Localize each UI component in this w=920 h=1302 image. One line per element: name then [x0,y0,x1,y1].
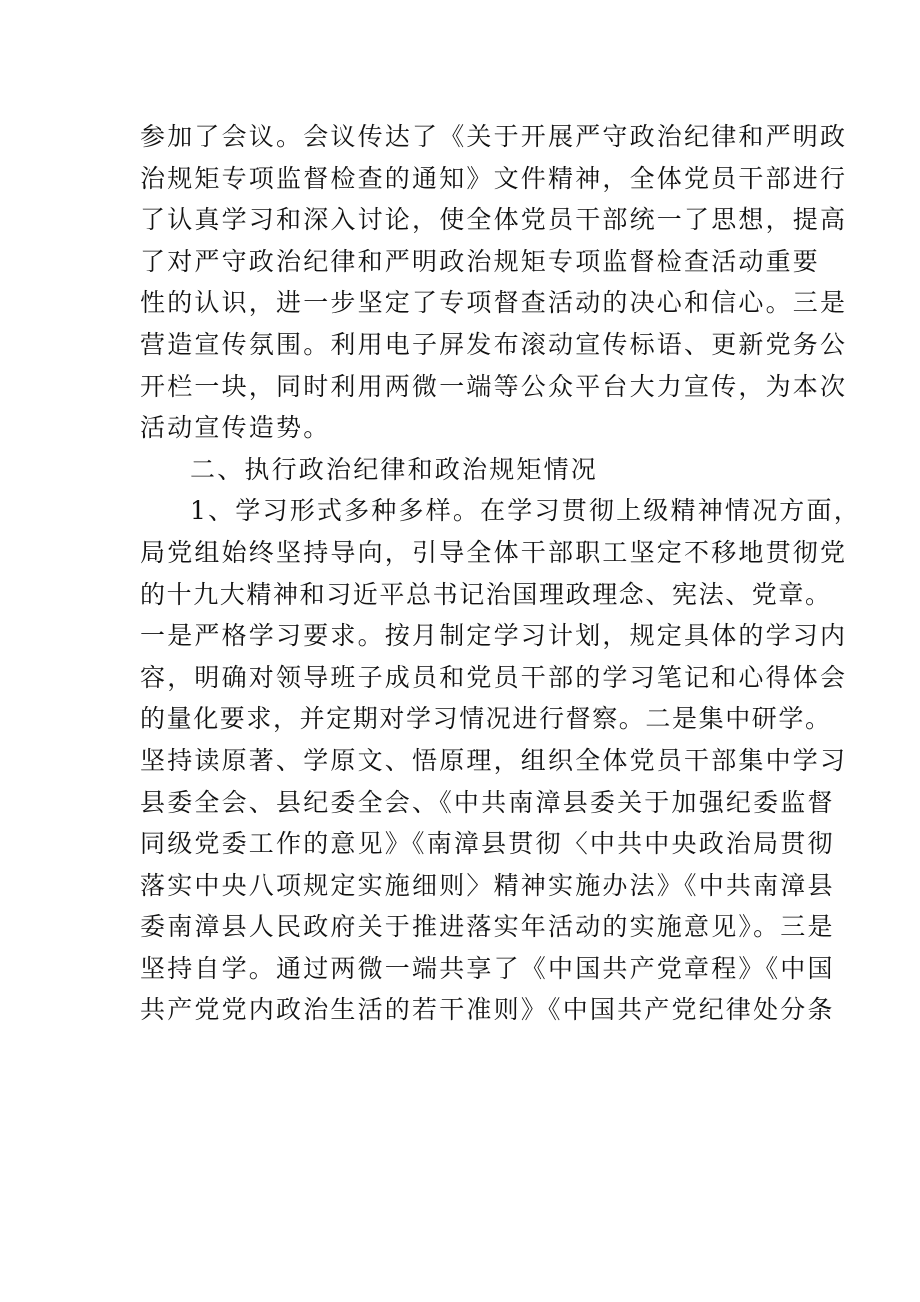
text-line: 1、学习形式多种多样。在学习贯彻上级精神情况方面， [190,496,861,526]
text-line: 性的认识，进一步坚定了专项督查活动的决心和信心。三是 [140,288,848,318]
text-line: 活动宣传造势。 [140,413,331,443]
text-line: 营造宣传氛围。利用电子屏发布滚动宣传标语、更新党务公 [140,329,848,359]
text-line: 局党组始终坚持导向，引导全体干部职工坚定不移地贯彻党 [140,537,848,567]
text-line: 县委全会、县纪委全会、《中共南漳县委关于加强纪委监督 [140,787,835,817]
text-line: 同级党委工作的意见》《南漳县贯彻〈中共中央政治局贯彻 [140,829,835,859]
body-text [140,116,861,1031]
text-line: 坚持自学。通过两微一端共享了《中国共产党章程》《中国 [140,953,835,983]
text-line: 坚持读原著、学原文、悟原理，组织全体党员干部集中学习 [140,745,848,775]
text-line: 参加了会议。会议传达了《关于开展严守政治纪律和严明政 [140,122,848,151]
text-line: 容，明确对领导班子成员和党员干部的学习笔记和心得体会 [140,662,848,692]
text-line: 共产党党内政治生活的若干准则》《中国共产党纪律处分条 [140,995,835,1025]
text-line: 了认真学习和深入讨论，使全体党员干部统一了思想，提高 [140,205,848,235]
text-line: 落实中央八项规定实施细则〉精神实施办法》《中共南漳县 [140,870,835,900]
text-line: 开栏一块，同时利用两微一端等公众平台大力宣传，为本次 [140,371,848,401]
section-heading: 二、执行政治纪律和政治规矩情况 [190,454,599,484]
text-line: 的量化要求，并定期对学习情况进行督察。二是集中研学。 [140,704,832,734]
text-line: 的十九大精神和习近平总书记治国理政理念、宪法、党章。 [140,579,832,609]
text-line: 治规矩专项监督检查的通知》文件精神，全体党员干部进行 [140,163,848,193]
text-line: 委南漳县人民政府关于推进落实年活动的实施意见》。三是 [140,912,835,942]
text-line: 了对严守政治纪律和严明政治规矩专项监督检查活动重要 [140,246,821,276]
text-line: 一是严格学习要求。按月制定学习计划，规定具体的学习内 [140,621,848,651]
